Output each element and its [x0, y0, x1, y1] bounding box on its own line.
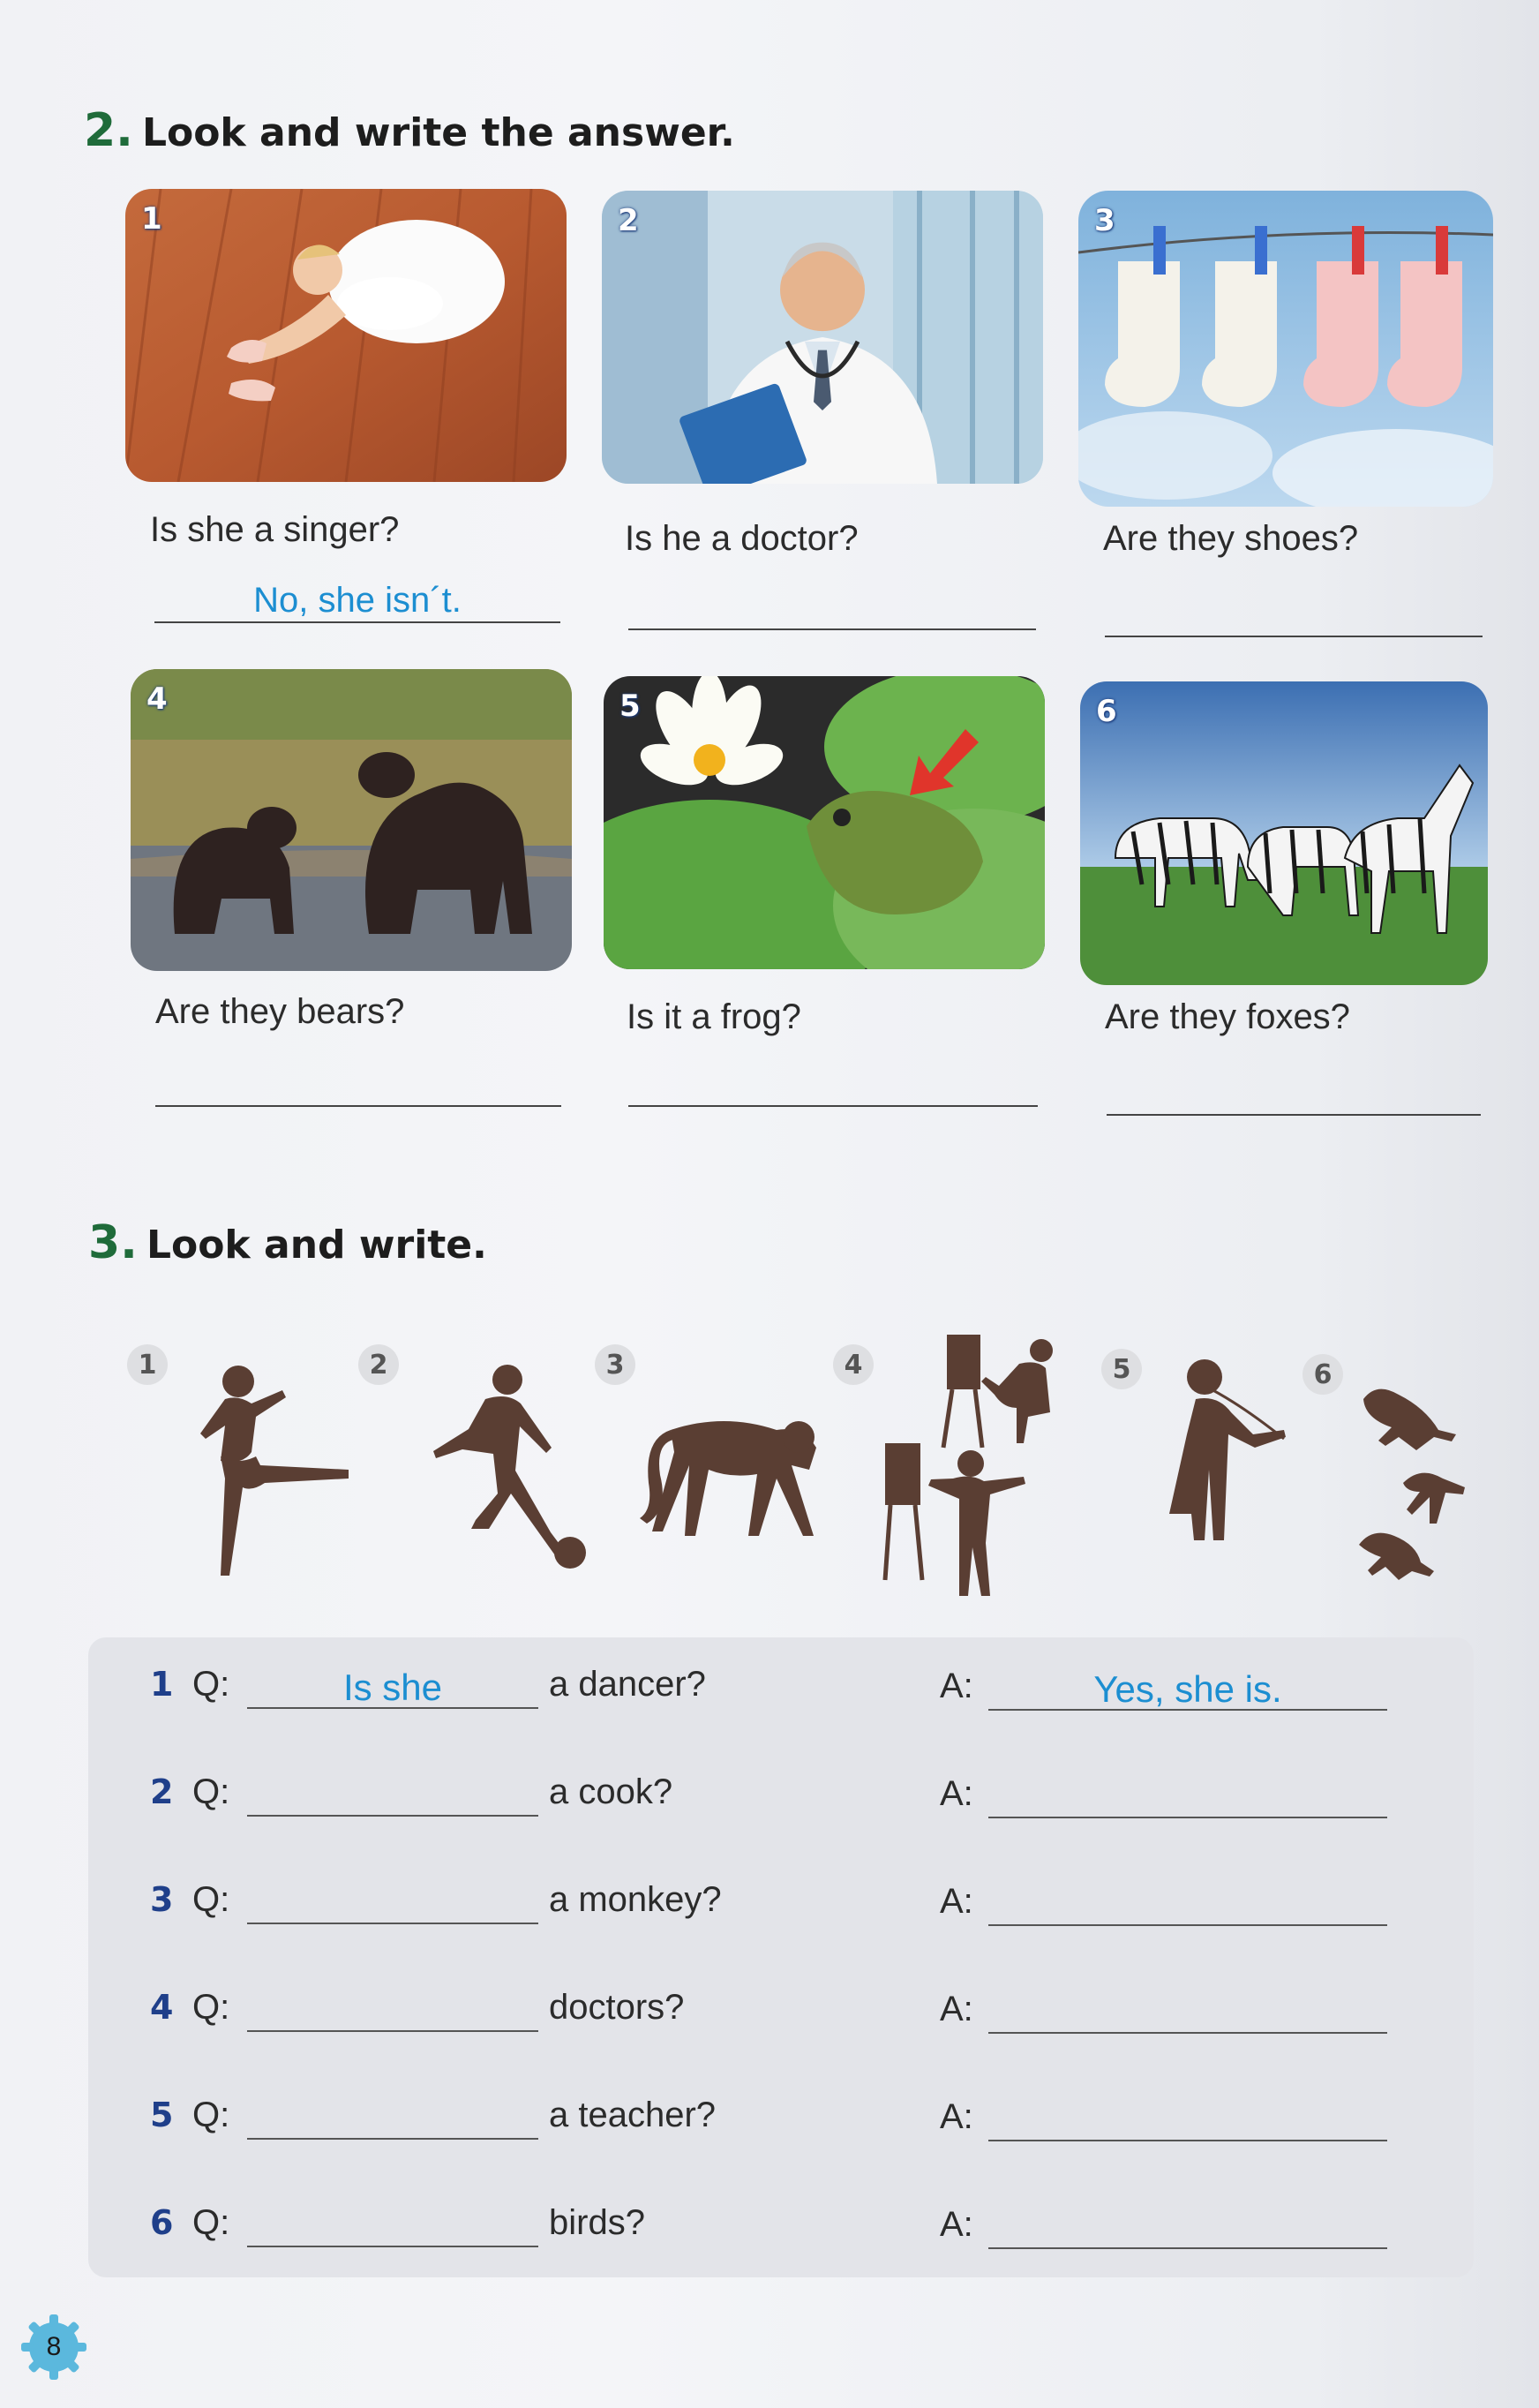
answer-text: Yes, she is. — [1093, 1668, 1282, 1710]
q-label: Q: — [192, 2096, 230, 2134]
photo-badge: 5 — [619, 689, 641, 724]
silhouette-number: 4 — [833, 1344, 874, 1385]
answer-field[interactable] — [1105, 604, 1483, 637]
a-label: A: — [940, 1667, 973, 1705]
photo-zebras — [1080, 681, 1488, 985]
answer-field[interactable] — [154, 581, 560, 623]
answer-field[interactable] — [988, 2099, 1387, 2141]
photo-frog — [604, 676, 1045, 969]
question-text: Are they foxes? — [1105, 997, 1350, 1036]
question-text: Is she a singer? — [150, 510, 400, 549]
row-number: 5 — [150, 2096, 174, 2134]
answer-field[interactable] — [988, 1776, 1387, 1818]
section-3-title — [88, 1216, 487, 1269]
page-number-badge — [19, 2313, 88, 2382]
row-number: 3 — [150, 1880, 174, 1919]
photo-badge: 4 — [146, 681, 168, 717]
question-text: Is it a frog? — [627, 997, 801, 1036]
question-field[interactable] — [247, 1774, 538, 1817]
section-3-heading: Look and write. — [146, 1223, 487, 1268]
section-2-title — [84, 104, 735, 157]
answer-field[interactable] — [988, 1884, 1387, 1926]
question-rest: a teacher? — [549, 2096, 717, 2134]
question-text: Are they shoes? — [1103, 519, 1359, 558]
football-player-icon — [406, 1355, 600, 1576]
qa-row — [150, 1658, 1403, 1719]
silhouette-number: 3 — [595, 1344, 635, 1385]
photo-badge: 2 — [618, 203, 639, 238]
qa-row — [150, 1765, 1403, 1827]
question-rest: doctors? — [549, 1988, 685, 2027]
question-field[interactable] — [247, 1667, 538, 1709]
q-label: Q: — [192, 1772, 230, 1811]
answer-field[interactable] — [988, 1991, 1387, 2034]
a-label: A: — [940, 1774, 973, 1813]
dancer-icon — [190, 1355, 366, 1584]
photo-ballerina — [125, 189, 567, 482]
page-number: 8 — [46, 2332, 62, 2361]
question-text: Is he a doctor? — [625, 519, 859, 558]
photo-doctor — [602, 191, 1043, 484]
row-number: 2 — [150, 1772, 174, 1811]
doctor-icon — [1152, 1351, 1293, 1580]
silhouette-number: 6 — [1303, 1354, 1343, 1395]
question-field[interactable] — [247, 2097, 538, 2140]
photo-bears — [131, 669, 572, 971]
silhouette-number: 5 — [1101, 1349, 1142, 1389]
q-label: Q: — [192, 1665, 230, 1704]
section-2-heading: Look and write the answer. — [141, 110, 735, 155]
question-rest: a cook? — [549, 1772, 673, 1811]
silhouette-number: 2 — [358, 1344, 399, 1385]
question-text: Are they bears? — [155, 992, 405, 1031]
a-label: A: — [940, 1882, 973, 1921]
monkey-icon — [635, 1395, 830, 1545]
answer-field[interactable] — [628, 1073, 1038, 1107]
q-label: Q: — [192, 1880, 230, 1919]
qa-row — [150, 2196, 1403, 2258]
row-number: 4 — [150, 1988, 174, 2027]
answer-text: No, she isn´t. — [253, 581, 462, 620]
section-3-number: 3. — [88, 1216, 138, 1269]
question-answer-text: Is she — [342, 1667, 443, 1708]
qa-row — [150, 2088, 1403, 2150]
photo-badge: 3 — [1094, 203, 1115, 238]
question-field[interactable] — [247, 1990, 538, 2032]
a-label: A: — [940, 2097, 973, 2136]
question-rest: a monkey? — [549, 1880, 722, 1919]
photo-badge: 1 — [141, 201, 162, 237]
answer-field[interactable] — [628, 597, 1036, 630]
question-field[interactable] — [247, 2205, 538, 2247]
question-field[interactable] — [247, 1882, 538, 1924]
q-label: Q: — [192, 2203, 230, 2242]
question-rest: birds? — [549, 2203, 645, 2242]
qa-row — [150, 1981, 1403, 2043]
frogs-icon — [1350, 1381, 1474, 1580]
answer-field[interactable] — [988, 1668, 1387, 1711]
row-number: 1 — [150, 1665, 174, 1704]
a-label: A: — [940, 1990, 973, 2028]
answer-field[interactable] — [155, 1073, 561, 1107]
silhouette-number: 1 — [127, 1344, 168, 1385]
a-label: A: — [940, 2205, 973, 2244]
photo-socks — [1078, 191, 1493, 507]
row-number: 6 — [150, 2203, 174, 2242]
section-2-number: 2. — [84, 104, 133, 157]
photo-badge: 6 — [1096, 694, 1117, 729]
q-label: Q: — [192, 1988, 230, 2027]
question-rest: a dancer? — [549, 1665, 706, 1704]
answer-field[interactable] — [988, 2207, 1387, 2249]
qa-row — [150, 1873, 1403, 1935]
painters-icon — [878, 1324, 1055, 1598]
answer-field[interactable] — [1107, 1082, 1481, 1116]
qa-panel — [88, 1637, 1474, 2277]
